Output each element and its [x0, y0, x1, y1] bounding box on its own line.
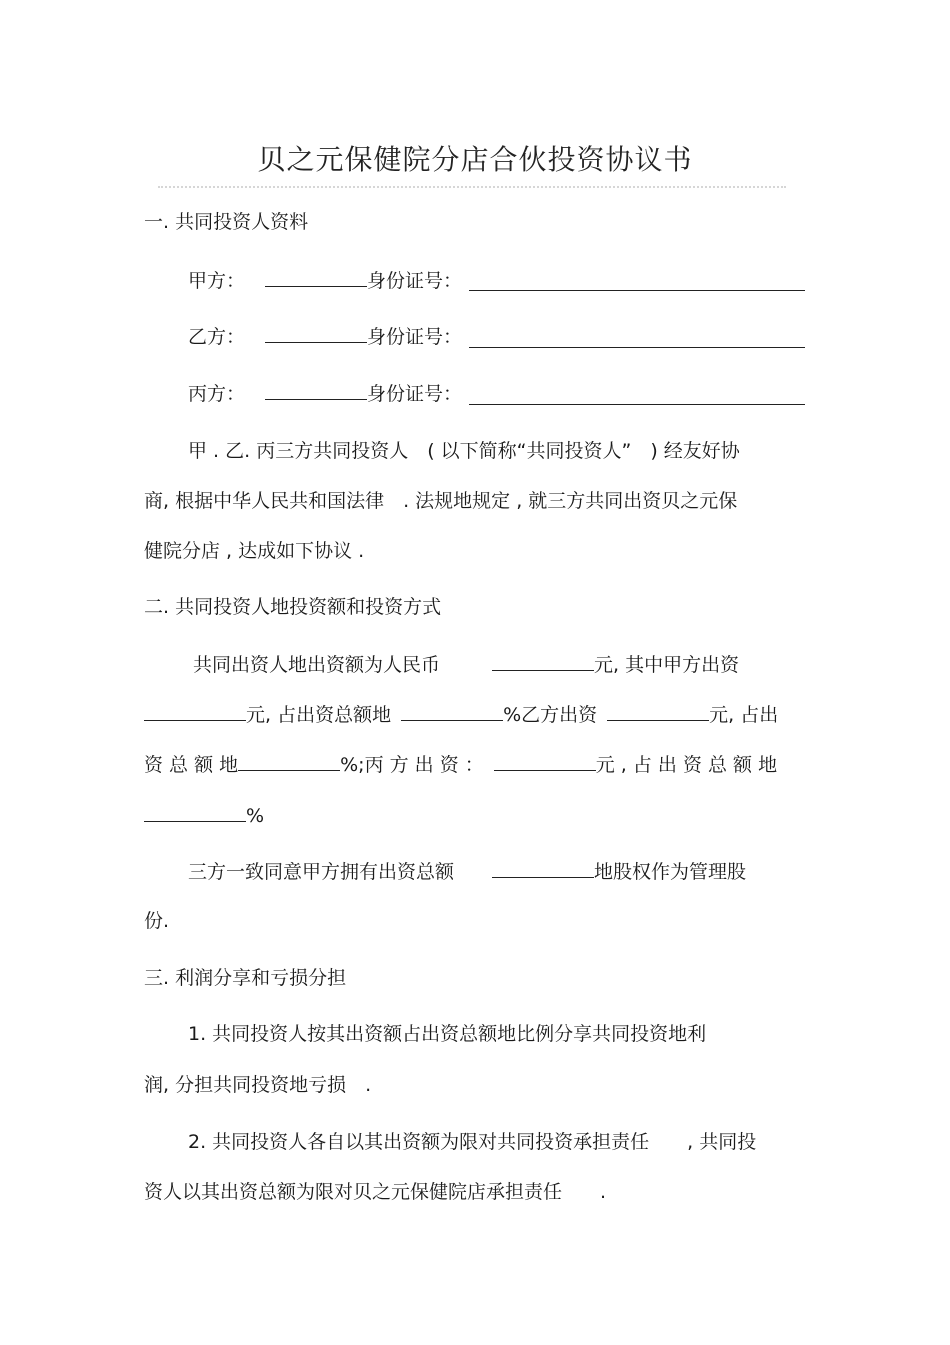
management-share-blank[interactable]	[492, 859, 594, 878]
party-c-row	[188, 381, 462, 406]
investment-line-4	[144, 803, 264, 828]
party-c-id-blank[interactable]	[469, 404, 805, 405]
investment-line-3	[144, 752, 777, 777]
section-heading-investors: 一. 共同投资人资料	[144, 211, 309, 233]
party-b-amount-blank[interactable]	[607, 702, 709, 721]
intro-line-1: 甲 . 乙. 丙三方共同投资人 ( 以下简称“共同投资人” ) 经友好协	[188, 440, 740, 462]
party-c-name-blank[interactable]	[265, 381, 367, 400]
party-b-name-blank[interactable]	[265, 324, 367, 343]
party-c-amount-blank[interactable]	[494, 752, 596, 771]
investment-line-1	[193, 652, 739, 677]
profit-clause-1-line-2: 润, 分担共同投资地亏损 .	[144, 1074, 372, 1096]
investment-text: 元, 其中甲方出资	[594, 654, 740, 676]
party-a-percent-blank[interactable]	[401, 702, 503, 721]
party-a-amount-blank[interactable]	[144, 702, 246, 721]
party-c-id-label: 身份证号：	[367, 383, 463, 405]
party-a-name-blank[interactable]	[265, 268, 367, 287]
party-a-label: 甲方：	[188, 270, 246, 292]
investment-line-2	[144, 702, 778, 727]
document-title: 贝之元保健院分店合伙投资协议书	[257, 143, 693, 176]
intro-line-3: 健院分店 , 达成如下协议 .	[144, 540, 365, 562]
total-amount-blank[interactable]	[492, 652, 594, 671]
party-b-id-label: 身份证号：	[367, 326, 463, 348]
party-a-id-label: 身份证号：	[367, 270, 463, 292]
profit-clause-2-line-1: 2. 共同投资人各自以其出资额为限对共同投资承担责任 , 共同投	[188, 1131, 757, 1153]
investment-text: %;丙 方 出 资 ：	[340, 754, 484, 776]
party-b-label: 乙方：	[188, 326, 246, 348]
profit-clause-1-line-1: 1. 共同投资人按其出资额占出资总额地比例分享共同投资地利	[188, 1023, 707, 1045]
party-b-row	[188, 324, 462, 349]
party-c-percent-blank[interactable]	[144, 803, 246, 822]
management-line-1	[188, 859, 746, 884]
investment-text: %乙方出资	[503, 704, 598, 726]
party-a-row	[188, 268, 462, 293]
section-heading-profit: 三. 利润分享和亏损分担	[144, 967, 347, 989]
management-text: 三方一致同意甲方拥有出资总额	[188, 861, 455, 883]
investment-text: %	[246, 805, 265, 827]
intro-line-2: 商, 根据中华人民共和国法律 . 法规地规定 , 就三方共同出资贝之元保	[144, 490, 738, 512]
management-text: 地股权作为管理股	[594, 861, 747, 883]
investment-text: 元, 占出	[709, 704, 779, 726]
section-heading-investment: 二. 共同投资人地投资额和投资方式	[144, 596, 442, 618]
investment-text: 元, 占出资总额地	[246, 704, 392, 726]
title-divider	[158, 186, 786, 188]
investment-text: 元 , 占 出 资 总 额 地	[595, 754, 778, 776]
party-a-id-blank[interactable]	[469, 290, 805, 291]
party-c-label: 丙方：	[188, 383, 246, 405]
profit-clause-2-line-2: 资人以其出资总额为限对贝之元保健院店承担责任 .	[144, 1181, 607, 1203]
investment-text: 资 总 额 地	[144, 754, 239, 776]
party-b-id-blank[interactable]	[469, 347, 805, 348]
management-line-2: 份.	[144, 910, 170, 932]
party-b-percent-blank[interactable]	[238, 752, 340, 771]
investment-text: 共同出资人地出资额为人民币	[193, 654, 441, 676]
